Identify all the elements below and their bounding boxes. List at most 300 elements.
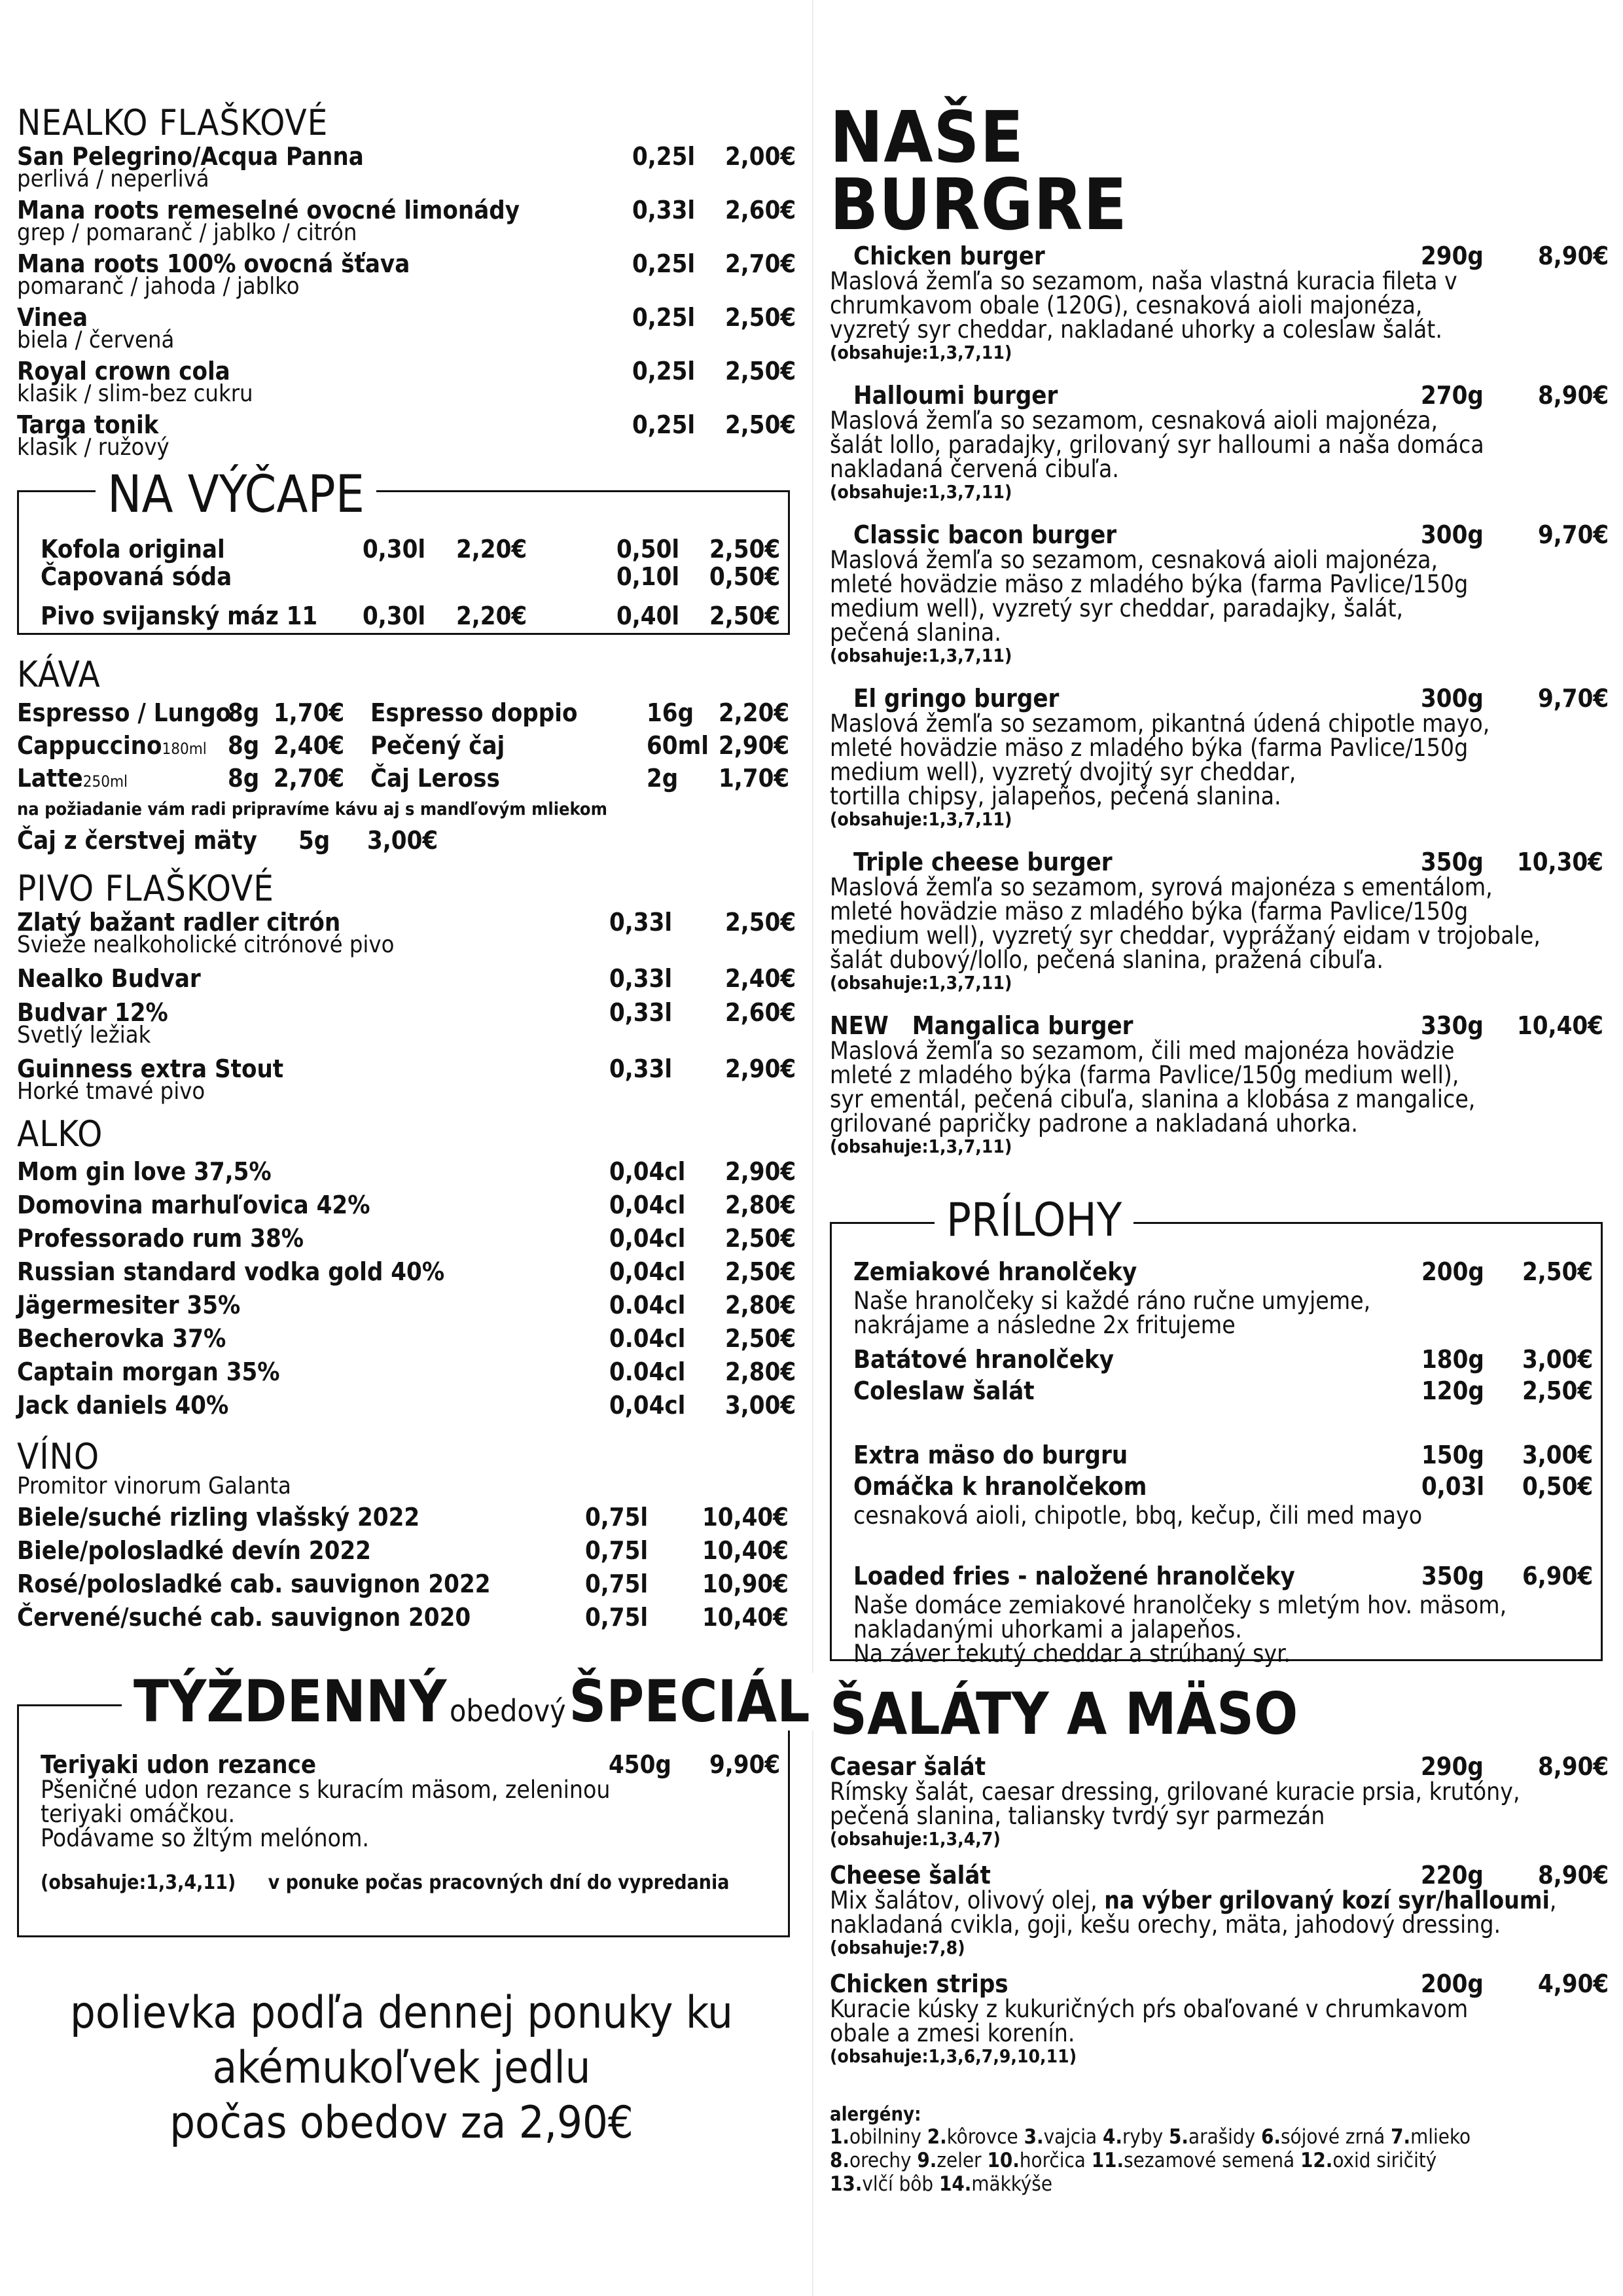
item-volume: 220g — [1421, 1861, 1484, 1890]
item-volume: 0,25l — [632, 410, 696, 439]
item-volume: 200g — [1421, 1257, 1484, 1287]
item-price: 2,20€ — [719, 698, 790, 728]
item-name-text: Mangalica burger — [912, 1011, 1133, 1041]
item-volume: 0,33l — [609, 908, 673, 937]
menu-item — [853, 1376, 1594, 1408]
item-price: 2,50€ — [725, 302, 796, 332]
item-allergens: (obsahuje:1,3,6,7,9,10,11) — [830, 2045, 1077, 2068]
item-desc: pečená slanina. — [830, 619, 1001, 647]
menu-item — [17, 410, 796, 438]
item-weight: 270g — [1421, 381, 1484, 410]
item-price: 3,00€ — [1522, 1345, 1594, 1374]
section-special — [17, 1668, 810, 1948]
item-name: Pivo svijanský máz 11 — [41, 601, 318, 630]
item-sub: grep / pomaranč / jablko / citrón — [17, 219, 357, 246]
kava-note: na požiadanie vám radi pripravíme kávu aj s mandľovým mliekom — [17, 799, 607, 820]
desc-part: Mix šalátov, olivový olej, — [830, 1886, 1105, 1915]
item-desc: grilované papričky padrone a nakladaná uhorka. — [830, 1109, 1358, 1138]
item-desc: Na záver tekutý cheddar a strúhaný syr. — [853, 1640, 1291, 1668]
item-volume: 0,25l — [632, 302, 696, 332]
menu-item — [17, 1191, 796, 1224]
item-volume: 200g — [1421, 1969, 1484, 1999]
menu-item — [853, 1562, 1594, 1593]
allergen-name: vlčí bôb — [862, 2172, 939, 2197]
menu-item — [830, 684, 1609, 711]
item-price: 2,70€ — [725, 249, 796, 278]
allergen-number: 3. — [1024, 2125, 1044, 2149]
item-sub: perlivá / neperlivá — [17, 165, 209, 192]
menu-item — [830, 381, 1609, 408]
nealko-list — [17, 142, 796, 460]
section-title: VÍNO — [17, 1435, 100, 1477]
item-name: Vinea — [17, 302, 88, 332]
item-name: Zemiakové hranolčeky — [853, 1257, 1137, 1287]
allergen-title: alergény: — [830, 2103, 921, 2126]
item-name: Espresso doppio — [370, 698, 578, 728]
item-sub: biela / červená — [17, 326, 175, 353]
menu-item — [17, 698, 796, 731]
item-allergens: (obsahuje:1,3,4,7) — [830, 1828, 1001, 1850]
burger-list — [830, 242, 1609, 1158]
item-price: 2,90€ — [725, 1157, 796, 1186]
soup-line: akémukoľvek jedlu — [212, 2042, 591, 2094]
burger-item — [830, 242, 1609, 364]
menu-item — [830, 1969, 1609, 1997]
item-price: 3,00€ — [1522, 1441, 1594, 1470]
item-sub: Horké tmavé pivo — [17, 1078, 205, 1105]
burger-item — [830, 381, 1609, 503]
item-name: Guinness extra Stout — [17, 1054, 284, 1084]
allergen-name: zeler — [936, 2149, 988, 2173]
item-desc: Maslová žemľa so sezamom, čili med majonéza hovädzie — [830, 1037, 1455, 1066]
item-weight: 300g — [1421, 520, 1484, 550]
item-name — [830, 1011, 1133, 1040]
item-allergens: (obsahuje:1,3,4,11) — [41, 1871, 236, 1895]
item-sub: pomaranč / jahoda / jablko — [17, 272, 300, 300]
special-content — [41, 1750, 781, 1895]
soup-note — [17, 1986, 786, 2151]
menu-item — [17, 998, 796, 1026]
item-desc: nakladaná cvikla, goji, kešu orechy, mäta, jahodový dressing. — [830, 1910, 1501, 1939]
item-name-text: Espresso / Lungo — [17, 698, 232, 728]
menu-item — [41, 601, 781, 630]
item-name: Budvar 12% — [17, 998, 168, 1028]
item-desc: medium well), vyzretý syr cheddar, paradajky, šalát, — [830, 594, 1404, 623]
item-desc: Naše hranolčeky si každé ráno ručne umyjeme, — [853, 1287, 1371, 1316]
item-name: Jägermesiter 35% — [17, 1290, 241, 1319]
item-volume: 0,75l — [585, 1503, 649, 1532]
item-price: 2,50€ — [725, 1257, 796, 1286]
item-volume: 0,04cl — [609, 1190, 686, 1219]
section-vycap — [17, 465, 796, 639]
burger-item — [830, 520, 1609, 667]
item-name: Chicken strips — [830, 1969, 1008, 1999]
item-price: 9,70€ — [1538, 684, 1609, 713]
item-name: Professorado rum 38% — [17, 1223, 304, 1253]
menu-item — [17, 1054, 796, 1082]
section-title: ALKO — [17, 1113, 103, 1155]
item-sub: klasik / ružový — [17, 433, 169, 461]
item-price: 3,00€ — [367, 826, 438, 855]
burger-item — [830, 684, 1609, 831]
item-desc: cesnaková aioli, chipotle, bbq, kečup, čili med mayo — [853, 1501, 1423, 1530]
special-title-a: TÝŽDENNÝ — [134, 1668, 447, 1736]
item-volume: 0,25l — [632, 356, 696, 386]
item-price: 2,50€ — [725, 908, 796, 937]
item-price: 2,70€ — [274, 764, 345, 793]
burger-item — [830, 1011, 1609, 1158]
allergen-name: horčica — [1019, 2149, 1092, 2173]
item-volume: 120g — [1421, 1376, 1484, 1406]
item-volume: 0,25l — [632, 141, 696, 171]
item-name: Loaded fries - naložené hranolčeky — [853, 1562, 1295, 1591]
item-volume: 0,03l — [1421, 1472, 1485, 1501]
menu-item — [830, 1861, 1609, 1888]
item-price: 2,60€ — [725, 998, 796, 1028]
section-title: PIVO FLAŠKOVÉ — [17, 868, 274, 910]
allergen-number: 4. — [1102, 2125, 1122, 2149]
burgers-title-line1: NAŠE — [830, 97, 1024, 179]
menu-item — [853, 1472, 1594, 1503]
item-desc: mleté hovädzie mäso z mladého býka (farma Pavlice/150g — [830, 570, 1469, 599]
item-name-text: El gringo burger — [853, 684, 1060, 713]
item-weight: 2g — [647, 764, 679, 793]
item-volume: 0,30l — [363, 601, 426, 630]
menu-item — [17, 964, 796, 992]
item-name-text: Triple cheese burger — [853, 848, 1113, 877]
item-desc: medium well), vyzretý dvojitý syr cheddar, — [830, 758, 1296, 787]
item-desc: tortilla chipsy, jalapeños, pečená slanina. — [830, 782, 1281, 811]
menu-item — [17, 764, 796, 797]
section-title: NEALKO FLAŠKOVÉ — [17, 102, 329, 143]
item-weight: 5g — [298, 826, 330, 855]
soup-line: polievka podľa dennej ponuky ku — [70, 1987, 733, 2039]
item-name: Jack daniels 40% — [17, 1390, 229, 1420]
burgers-title — [830, 97, 1609, 246]
item-name — [830, 848, 1113, 876]
item-desc: obale a zmesi korenín. — [830, 2019, 1075, 2048]
item-desc: nakladaná červená cibuľa. — [830, 455, 1119, 484]
item-desc: šalát dubový/lollo, pečená slanina, pražená cibuľa. — [830, 946, 1383, 975]
vycap-title: NA VÝČAPE — [96, 469, 376, 520]
item-weight: 16g — [647, 698, 694, 728]
item-volume: 0,33l — [609, 998, 673, 1028]
allergen-number: 14. — [938, 2172, 972, 2197]
allergen-legend — [830, 2103, 1609, 2196]
item-name: Cheese šalát — [830, 1861, 991, 1890]
item-weight: 350g — [1421, 848, 1484, 877]
item-name: Targa tonik — [17, 410, 159, 439]
item-name-text: Cappuccino — [17, 731, 162, 761]
allergen-name: sójové zrná — [1281, 2125, 1391, 2149]
allergen-number: 2. — [927, 2125, 947, 2149]
item-price: 9,90€ — [709, 1750, 781, 1780]
special-footer — [41, 1871, 774, 1894]
section-title: KÁVA — [17, 653, 101, 695]
item-price: 2,90€ — [725, 1054, 796, 1084]
item-desc: Podávame so žltým melónom. — [41, 1824, 369, 1853]
salaty-list — [830, 1752, 1609, 2068]
item-price: 1,70€ — [719, 764, 790, 793]
salad-item — [830, 1752, 1609, 1850]
menu-item — [17, 1291, 796, 1324]
section-nealko — [17, 102, 796, 461]
menu-item — [17, 357, 796, 384]
menu-item — [830, 520, 1609, 548]
menu-item — [17, 249, 796, 277]
item-name: Čaj Leross — [370, 764, 500, 793]
section-prilohy — [830, 1193, 1609, 1668]
allergen-name: orechy — [849, 2149, 918, 2173]
item-price: 10,90€ — [702, 1570, 789, 1599]
item-desc: nakrájame a následne 2x fritujeme — [853, 1311, 1236, 1340]
item-volume: 0,75l — [585, 1603, 649, 1632]
allergen-name: mlieko — [1410, 2125, 1471, 2149]
prilohy-title: PRÍLOHY — [935, 1197, 1133, 1243]
item-allergens: (obsahuje:1,3,7,11) — [830, 1136, 1012, 1158]
item-volume: 0,04cl — [609, 1257, 686, 1286]
item-desc: medium well), vyzretý syr cheddar, vyprážaný eidam v trojobale, — [830, 922, 1541, 950]
item-name: Biele/polosladké devín 2022 — [17, 1536, 371, 1566]
item-name: San Pelegrino/Acqua Panna — [17, 141, 364, 171]
item-name — [17, 698, 231, 727]
section-subtitle: Promitor vinorum Galanta — [17, 1473, 291, 1500]
item-desc: nakladanými uhorkami a jalapeňos. — [853, 1615, 1242, 1644]
allergen-name: ryby — [1122, 2125, 1169, 2149]
item-name: Caesar šalát — [830, 1752, 986, 1782]
allergen-name: arašidy — [1188, 2125, 1261, 2149]
item-volume: 290g — [1421, 1752, 1484, 1782]
item-desc: vyzretý syr cheddar, nakladané uhorky a coleslaw šalát. — [830, 315, 1442, 344]
item-name: Čaj z čerstvej mäty — [17, 826, 257, 855]
item-price: 2,80€ — [725, 1190, 796, 1219]
item-name: Pečený čaj — [370, 731, 505, 761]
item-desc: šalát lollo, paradajky, grilovaný syr halloumi a naša domáca — [830, 431, 1484, 459]
item-volume: 0,40l — [616, 601, 680, 630]
special-title-b: obedový — [450, 1693, 566, 1729]
vycap-list — [41, 534, 781, 630]
menu-item — [17, 731, 796, 764]
item-price: 2,00€ — [725, 141, 796, 171]
menu-item — [17, 303, 796, 331]
allergen-number: 9. — [917, 2149, 937, 2173]
item-name — [830, 242, 1045, 270]
item-volume: 0.04cl — [609, 1323, 686, 1353]
item-weight: 8g — [228, 698, 260, 728]
item-allergens: (obsahuje:1,3,7,11) — [830, 808, 1012, 831]
menu-item — [17, 826, 796, 853]
menu-item — [17, 1603, 796, 1636]
vino-list — [17, 1503, 796, 1636]
item-name — [17, 731, 207, 760]
new-badge: NEW — [830, 1011, 889, 1041]
allergen-number: 6. — [1261, 2125, 1281, 2149]
item-weight: 300g — [1421, 684, 1484, 713]
item-price: 2,50€ — [725, 356, 796, 386]
item-allergens: (obsahuje:1,3,7,11) — [830, 645, 1012, 667]
item-weight: 450g — [609, 1750, 671, 1780]
item-price: 4,90€ — [1538, 1969, 1609, 1999]
item-price: 2,50€ — [725, 1223, 796, 1253]
item-name — [17, 764, 128, 793]
item-volume: 0,10l — [616, 562, 680, 591]
menu-item — [17, 1570, 796, 1603]
menu-item — [17, 1324, 796, 1357]
item-weight: 8g — [228, 764, 260, 793]
item-desc — [830, 1886, 1609, 1915]
burger-item — [830, 848, 1609, 994]
menu-item — [17, 1503, 796, 1536]
prilohy-list — [853, 1257, 1594, 1668]
item-name: Omáčka k hranolčekom — [853, 1472, 1147, 1501]
item-name: Russian standard vodka gold 40% — [17, 1257, 445, 1286]
menu-item — [41, 1750, 781, 1780]
item-volume: 0,04cl — [609, 1157, 686, 1186]
item-price: 0,50€ — [709, 562, 781, 591]
item-volume: 350g — [1421, 1562, 1484, 1591]
item-name: Extra mäso do burgru — [853, 1441, 1128, 1470]
item-price: 2,50€ — [709, 601, 781, 630]
allergen-number: 13. — [830, 2172, 863, 2197]
allergen-name: obilniny — [849, 2125, 927, 2149]
menu-item — [41, 534, 781, 564]
item-desc: Maslová žemľa so sezamom, cesnaková aioli majonéza, — [830, 406, 1438, 435]
item-volume: 0,75l — [585, 1536, 649, 1566]
menu-item — [17, 196, 796, 223]
item-price: 10,30€ — [1517, 848, 1603, 877]
item-desc: Kuracie kúsky z kukuričných pŕs obaľované v chrumkavom — [830, 1995, 1469, 2024]
special-note: v ponuke počas pracovných dní do vypredania — [268, 1871, 730, 1895]
item-price: 2,50€ — [1522, 1257, 1594, 1287]
column-divider — [812, 0, 813, 2296]
section-pivo — [17, 870, 796, 1104]
item-desc: mleté hovädzie mäso z mladého býka (farma Pavlice/150g — [830, 734, 1469, 762]
item-volume: 0,33l — [632, 195, 696, 224]
item-sub: Svieže nealkoholické citrónové pivo — [17, 931, 395, 959]
item-desc: Pšeničné udon rezance s kuracím mäsom, zeleninou — [41, 1776, 611, 1804]
item-desc: syr ementál, pečená cibuľa, slanina a klobása z mangalice, — [830, 1085, 1476, 1114]
menu-item — [17, 1224, 796, 1257]
allergen-name: vajcia — [1043, 2125, 1103, 2149]
item-volume: 0.04cl — [609, 1357, 686, 1386]
menu-item — [17, 1257, 796, 1291]
menu-item — [41, 562, 781, 591]
menu-item — [17, 1536, 796, 1570]
item-weight: 290g — [1421, 242, 1484, 271]
item-volume: 0,04cl — [609, 1223, 686, 1253]
item-price: 2,50€ — [725, 1323, 796, 1353]
item-allergens: (obsahuje:1,3,7,11) — [830, 481, 1012, 503]
item-name: Batátové hranolčeky — [853, 1345, 1115, 1374]
alko-list — [17, 1157, 796, 1424]
item-volume: 0,50l — [616, 534, 680, 564]
desc-part: , — [1549, 1886, 1557, 1915]
item-name: Becherovka 37% — [17, 1323, 226, 1353]
item-desc: pečená slanina, taliansky tvrdý syr parmezán — [830, 1802, 1325, 1831]
item-price: 2,50€ — [725, 410, 796, 439]
item-price: 10,40€ — [702, 1536, 789, 1566]
item-desc: mleté hovädzie mäso z mladého býka (farma Pavlice/150g — [830, 897, 1469, 926]
item-name-text: Chicken burger — [853, 242, 1045, 271]
item-volume: 0,30l — [363, 534, 426, 564]
menu-item — [830, 242, 1609, 269]
item-sub: Svetlý ležiak — [17, 1022, 151, 1049]
item-name: Červené/suché cab. sauvignon 2020 — [17, 1603, 471, 1632]
item-volume: 180g — [1421, 1345, 1484, 1374]
section-alko — [17, 1113, 796, 1424]
allergen-list — [830, 2125, 1582, 2196]
item-name: Captain morgan 35% — [17, 1357, 280, 1386]
item-volume: 0,75l — [585, 1570, 649, 1599]
item-size: 180ml — [162, 740, 207, 759]
menu-item — [17, 142, 796, 170]
item-desc: mleté z mladého býka (farma Pavlice/150g medium well), — [830, 1061, 1459, 1090]
item-price: 9,70€ — [1538, 520, 1609, 550]
section-vino — [17, 1435, 796, 1637]
item-price: 10,40€ — [1517, 1011, 1603, 1041]
allergen-name: oxid siričitý — [1332, 2149, 1437, 2173]
item-desc: teriyaki omáčkou. — [41, 1800, 236, 1829]
menu-item — [853, 1257, 1594, 1289]
allergen-number: 8. — [830, 2149, 850, 2173]
item-price: 1,70€ — [274, 698, 345, 728]
left-column — [17, 102, 810, 2151]
item-name: Nealko Budvar — [17, 964, 201, 994]
item-name: Mana roots 100% ovocná šťava — [17, 249, 410, 278]
section-salaty — [830, 1680, 1609, 2068]
allergen-number: 10. — [987, 2149, 1020, 2173]
item-allergens: (obsahuje:7,8) — [830, 1937, 965, 1959]
item-price: 2,60€ — [725, 195, 796, 224]
item-desc: Naše domáce zemiakové hranolčeky s mletým hov. mäsom, — [853, 1591, 1507, 1620]
menu-item — [853, 1441, 1594, 1472]
item-price: 0,50€ — [1522, 1472, 1594, 1501]
item-volume: 150g — [1421, 1441, 1484, 1470]
item-weight: 330g — [1421, 1011, 1484, 1041]
item-weight: 60ml — [647, 731, 709, 761]
item-name-text: Classic bacon burger — [853, 520, 1117, 550]
menu-item — [17, 1391, 796, 1424]
item-price: 2,40€ — [274, 731, 345, 761]
burgers-title-line2: BURGRE — [830, 164, 1128, 246]
allergen-number: 5. — [1169, 2125, 1189, 2149]
menu-item — [17, 1357, 796, 1391]
item-name-text: Halloumi burger — [853, 381, 1058, 410]
menu-item — [17, 908, 796, 935]
item-name: Royal crown cola — [17, 356, 230, 386]
item-desc: chrumkavom obale (120G), cesnaková aioli majonéza, — [830, 291, 1423, 320]
allergen-number: 7. — [1391, 2125, 1411, 2149]
item-name: Zlatý bažant radler citrón — [17, 908, 341, 937]
item-price: 2,50€ — [709, 534, 781, 564]
item-volume: 0,25l — [632, 249, 696, 278]
allergen-number: 12. — [1300, 2149, 1333, 2173]
item-price: 2,40€ — [725, 964, 796, 994]
item-price: 8,90€ — [1538, 1752, 1609, 1782]
menu-item — [830, 1752, 1609, 1780]
item-price: 8,90€ — [1538, 242, 1609, 271]
item-name-text: Latte — [17, 764, 83, 793]
section-kava — [17, 653, 796, 855]
salaty-title: ŠALÁTY A MÄSO — [830, 1680, 1298, 1748]
item-name: Rosé/polosladké cab. sauvignon 2022 — [17, 1570, 491, 1599]
item-allergens: (obsahuje:1,3,7,11) — [830, 342, 1012, 364]
salad-item — [830, 1861, 1609, 1959]
item-name — [830, 520, 1116, 549]
item-price: 2,50€ — [1522, 1376, 1594, 1406]
desc-part-bold: na výber grilovaný kozí syr/halloumi — [1104, 1886, 1550, 1915]
item-price: 10,40€ — [702, 1503, 789, 1532]
